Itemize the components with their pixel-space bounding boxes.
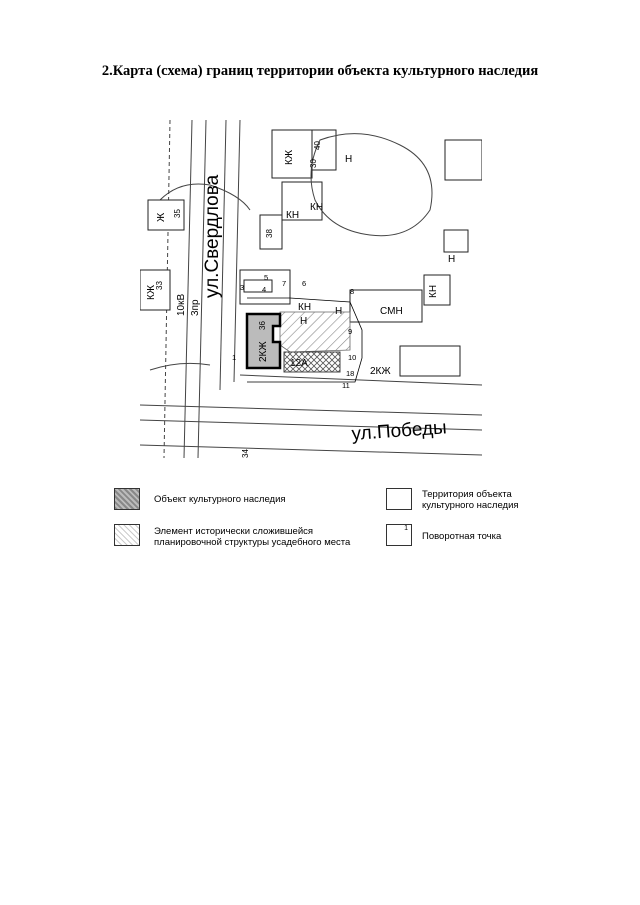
point-9: 9 — [348, 327, 353, 336]
point-6: 6 — [302, 279, 307, 288]
label-12a: 12А — [290, 358, 308, 369]
boundary-map — [140, 120, 482, 458]
legend-territory-line1: Территория объекта — [422, 489, 512, 500]
house-40: 40 — [313, 141, 322, 150]
legend-object-swatch — [114, 488, 140, 510]
house-30: 30 — [309, 159, 318, 168]
legend-element-swatch — [114, 524, 140, 546]
label-2kzh-object: 2КЖ — [258, 341, 269, 362]
street-pobedy: ул.Победы — [350, 417, 448, 445]
label-3pr: 3пр — [190, 299, 201, 316]
house-35: 35 — [173, 209, 182, 218]
legend-territory-label — [422, 489, 519, 511]
street-sverdlova: ул.Свердлова — [202, 174, 223, 298]
label-10kv: 10кВ — [176, 293, 187, 316]
point-7: 7 — [282, 279, 287, 288]
point-4: 4 — [262, 285, 267, 294]
legend-territory-line2: культурного наследия — [422, 500, 519, 511]
label-2kzh-right: 2КЖ — [370, 366, 391, 377]
label-kn-center: КН — [298, 302, 312, 313]
legend-territory-swatch — [386, 488, 412, 510]
label-kn-right: КН — [428, 284, 439, 298]
house-36: 36 — [258, 321, 267, 330]
point-10: 10 — [348, 353, 357, 362]
point-18: 18 — [346, 369, 355, 378]
point-5: 5 — [264, 273, 269, 282]
label-kn-1: КН — [310, 202, 324, 213]
legend-turning-point-label: Поворотная точка — [422, 531, 502, 542]
label-n-right: Н — [448, 254, 456, 265]
historical-element — [280, 312, 353, 352]
legend-object-label: Объект культурного наследия — [154, 494, 286, 505]
legend-turning-point-swatch — [386, 524, 412, 546]
label-n-center: Н — [335, 306, 343, 317]
legend-element-line2: планировочной структуры усадебного места — [154, 537, 351, 548]
house-38: 38 — [265, 229, 274, 238]
label-n-top: Н — [345, 154, 353, 165]
point-11: 11 — [342, 381, 350, 390]
point-8: 8 — [350, 287, 355, 296]
turning-point-marker: 1 — [404, 525, 408, 532]
label-zh: Ж — [156, 212, 167, 222]
legend-element-line1: Элемент исторически сложившейся — [154, 526, 314, 537]
point-3: 3 — [240, 283, 245, 292]
house-33: 33 — [155, 281, 164, 290]
label-kzh-left: КЖ — [146, 284, 157, 300]
house-34: 34 — [241, 449, 250, 458]
legend-element-label — [154, 526, 350, 548]
label-smn: СМН — [380, 306, 403, 317]
label-n-center2: Н — [300, 316, 308, 327]
page-title: 2.Карта (схема) границ территории объекта культурного наследия — [101, 63, 539, 79]
point-1: 1 — [232, 353, 237, 362]
legend — [114, 488, 544, 558]
label-kzh-top: КЖ — [284, 149, 295, 165]
label-kn-2: КН — [286, 210, 300, 221]
